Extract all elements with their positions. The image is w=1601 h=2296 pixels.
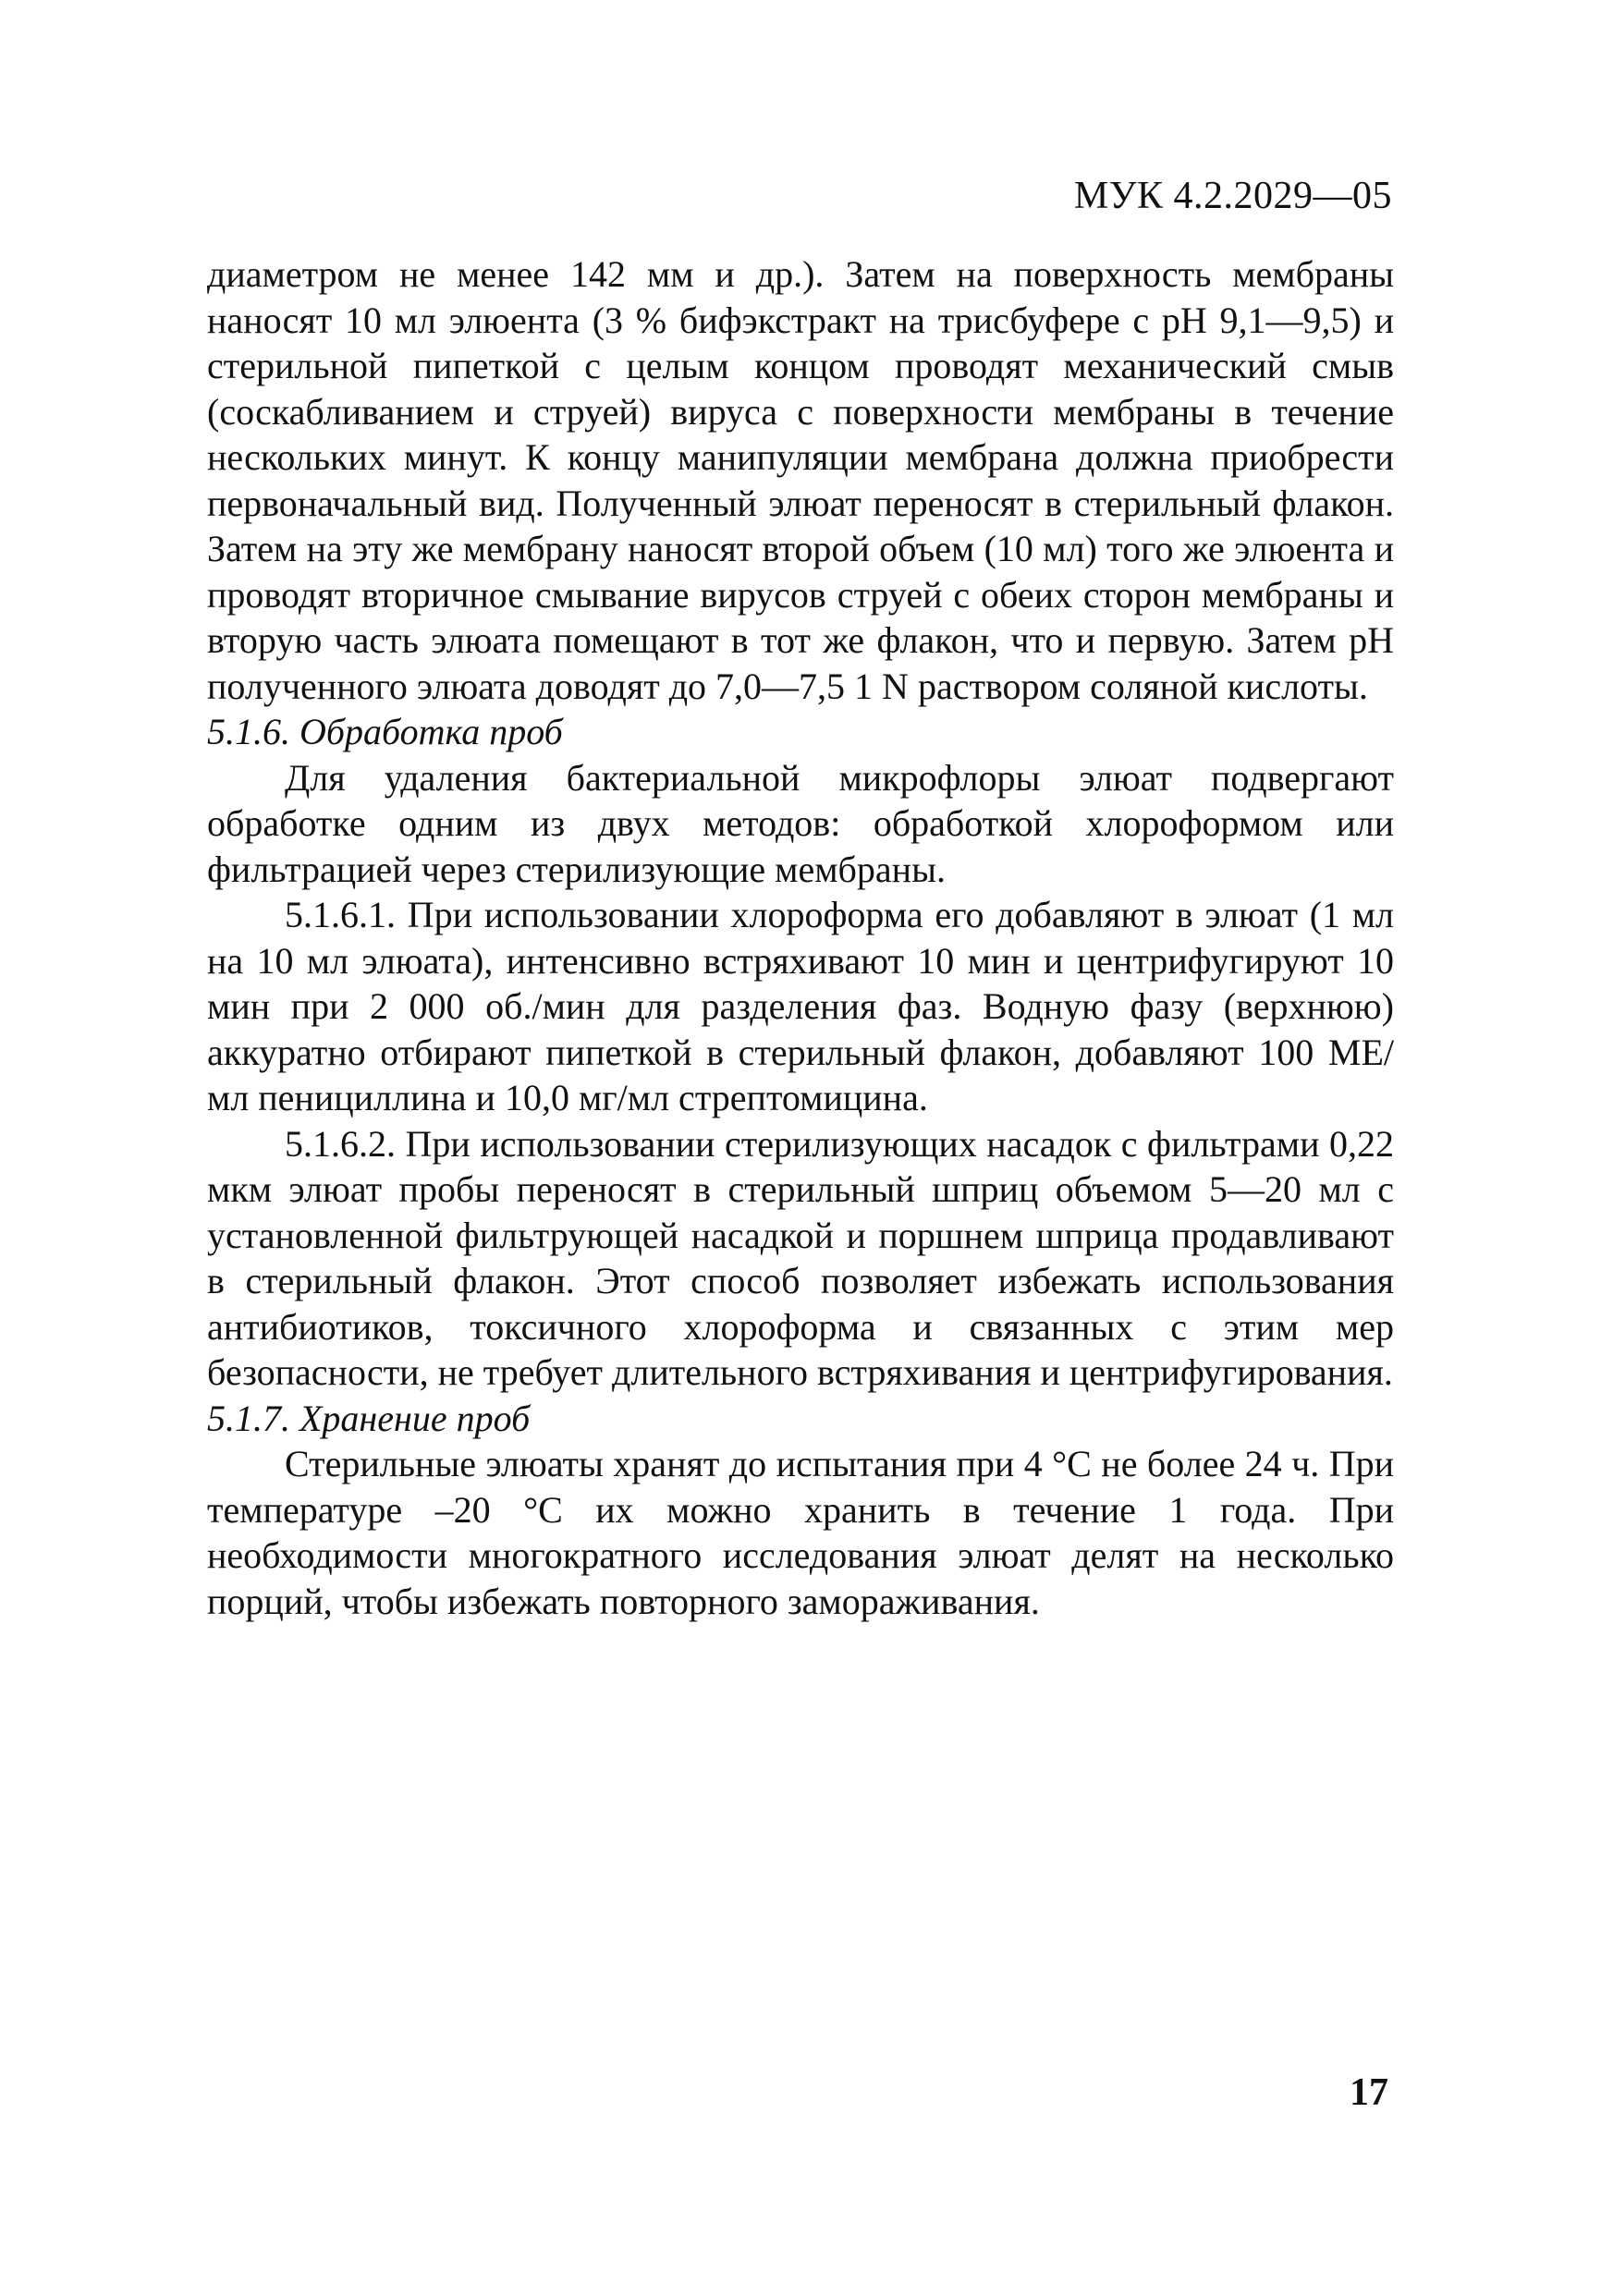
document-body	[207, 251, 1394, 1624]
page-number: 17	[1350, 2071, 1388, 2114]
section-title-sample-processing: 5.1.6. Обработка проб	[207, 711, 563, 752]
paragraph-storage: Стерильные элюаты хранят до испытания при 4 °С не более 24 ч. При температуре –20 °С их можно хранить в течение 1 года. При необходимости многократного исследования элюат делят на несколько порций, чтобы избежать повторного замораживания.	[207, 1443, 1394, 1622]
paragraph-filter-method: 5.1.6.2. При использовании стерилизующих насадок с фильтрами 0,22 мкм элюат пробы переносят в стерильный шприц объемом 5—20 мл с установленной фильтрующей насадкой и поршнем шприца продавливают в стерильный флакон. Этот способ позволяет избежать использования антибиотиков, токсичного хлороформа и связанных с этим мер безопасности, не требует длительного встряхивания и центрифугирования.	[207, 1122, 1394, 1393]
document-code-header: МУК 4.2.2029—05	[1073, 175, 1392, 217]
section-title-sample-storage: 5.1.7. Хранение проб	[207, 1397, 531, 1439]
paragraph-processing-intro: Для удаления бактериальной микрофлоры элюат подвергают обработке одним из двух методов: обработкой хлороформом или фильтрацией через стерилизующие мембраны.	[207, 756, 1394, 890]
paragraph-chloroform-method: 5.1.6.1. При использовании хлороформа его добавляют в элюат (1 мл на 10 мл элюата), интенсивно встряхивают 10 мин и центрифугируют 10 мин при 2 000 об./мин для разделения фаз. Водную фазу (верхнюю) аккуратно отбирают пипеткой в стерильный флакон, добавляют 100 МЕ/мл пенициллина и 10,0 мг/мл стрептомицина.	[207, 894, 1394, 1118]
paragraph-elution-continued: диаметром не менее 142 мм и др.). Затем на поверхность мембраны наносят 10 мл элюента (3 % бифэкстракт на трисбуфере с pH 9,1—9,5) и стерильной пипеткой с целым концом проводят механический смыв (соскабливанием и струей) вируса с поверхности мембраны в течение нескольких минут. К концу манипуляции мембрана должна приобрести первоначальный вид. Полученный элюат переносят в стерильный флакон. Затем на эту же мембрану наносят второй объем (10 мл) того же элюента и проводят вторичное смывание вирусов струей с обеих сторон мембраны и вторую часть элюата помещают в тот же флакон, что и первую. Затем pH полученного элюата доводят до 7,0—7,5 1 N раствором соляной кислоты.	[207, 253, 1394, 707]
